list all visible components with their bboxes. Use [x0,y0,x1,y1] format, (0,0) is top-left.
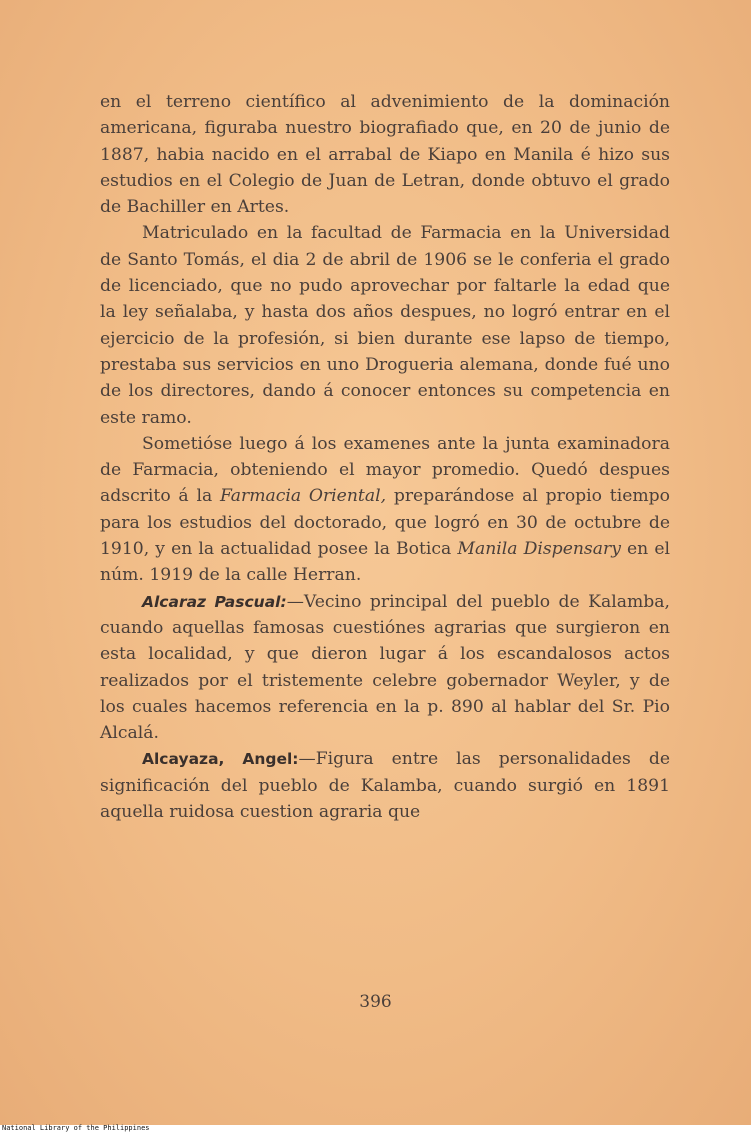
paragraph-3-text-a: Sometióse luego á los examenes ante la junta examinadora de Farmacia, obteniendo el mayor promedio. Quedó despues adscrito á la [100,433,670,507]
page-number: 396 [359,992,392,1012]
text-column [100,89,670,825]
entry-label-alcayaza: Alcayaza, Angel: [142,750,299,769]
paragraph-3-text-c: en el núm. 1919 de la calle Herran. [100,539,670,586]
paragraph-3-text-b: preparándose al propio tiempo para los estudios del doctorado, que logró en 30 de octubre de 1910, y en la actualidad posee la Botica [100,486,671,560]
paragraph-3 [100,431,670,589]
botica-name-italic: Manila Dispensary [457,539,621,560]
paragraph-2: Matriculado en la facultad de Farmacia en la Universidad de Santo Tomás, el dia 2 de abril de 1906 se le conferia el grado de licenciado, que no pudo aprovechar por faltarle la edad que la ley señalaba, y hasta dos años despues, no logró entrar en el ejercicio de la profesión, si bien durante ese lapso de tiempo, prestaba sus servicios en uno Drogueria alemana, donde fué uno de los directores, dando á conocer entonces su competencia en este ramo. [100,223,670,428]
entry-alcayaza [100,746,670,825]
pharmacy-name-italic: Farmacia Oriental, [219,486,387,507]
entry-label-alcaraz: Alcaraz Pascual: [142,592,287,611]
entry-text-alcayaza: —Figura entre las personalidades de significación del pueblo de Kalamba, cuando surgió en 1891 aquella ruidosa cuestion agraria que [100,749,670,823]
entry-alcaraz [100,589,670,747]
entry-text-alcaraz: —Vecino principal del pueblo de Kalamba, cuando aquellas famosas cuestiónes agrarias que surgieron en esta localidad, y que dieron lugar á los escandalosos actos realizados por el tristemente celebre gobernador Weyler, y de los cuales hacemos referencia en la p. 890 al hablar del Sr. Pio Alcalá. [100,591,671,744]
paragraph-1: en el terreno científico al advenimiento de la dominación americana, figuraba nuestro biografiado que, en 20 de junio de 1887, habia nacido en el arrabal de Kiapo en Manila é hizo sus estudios en el Colegio de Juan de Letran, donde obtuvo el grado de Bachiller en Artes. [100,92,670,218]
library-credit: National Library of the Philippines [2,1124,150,1132]
